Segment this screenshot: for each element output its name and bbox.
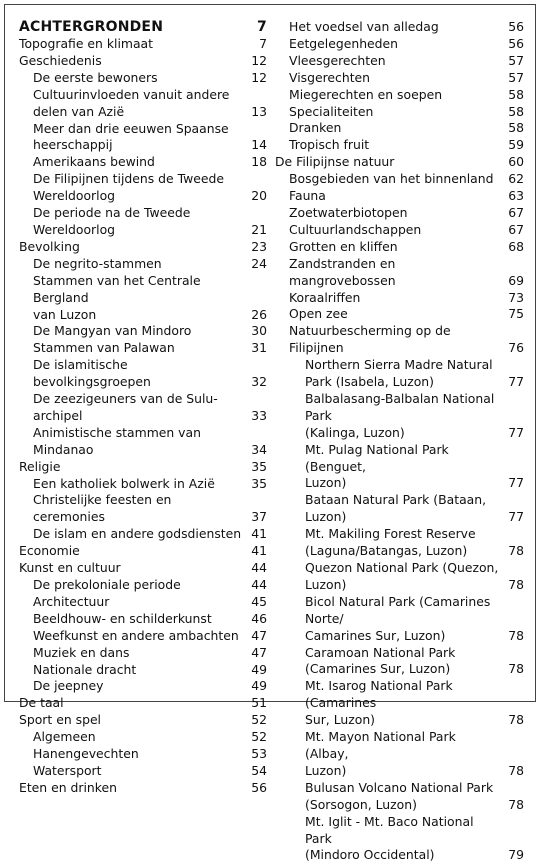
toc-entry — [275, 154, 524, 171]
toc-entry — [19, 137, 267, 154]
toc-entry-title: Zandstranden en mangrovebossen — [289, 255, 396, 288]
toc-entry-title: De islam en andere godsdiensten — [33, 526, 242, 542]
toc-entry-page: 49 — [251, 661, 267, 677]
toc-entry — [19, 222, 267, 239]
toc-entry-title: Balbalasang-Balbalan National Park — [305, 390, 495, 423]
toc-entry — [275, 814, 524, 848]
toc-entry-title: Eten en drinken — [19, 779, 117, 795]
toc-entry-title: Het voedsel van alledag — [289, 19, 439, 34]
toc-entry-page: 32 — [251, 374, 267, 390]
toc-entry — [19, 695, 267, 712]
toc-entry-title: Open zee — [289, 306, 348, 322]
toc-entry-title: Topografie en klimaat — [19, 36, 153, 51]
toc-entry-title: Sur, Luzon) — [305, 712, 375, 728]
toc-entry — [275, 239, 524, 256]
toc-entry — [19, 171, 267, 188]
toc-entry-title: Luzon) — [305, 576, 347, 592]
toc-entry-title: Amerikaans bewind — [33, 154, 155, 170]
toc-entry — [275, 87, 524, 104]
toc-entry — [275, 36, 524, 53]
toc-entry-page: 44 — [251, 577, 267, 592]
toc-entry-title: van Luzon — [33, 306, 97, 322]
toc-entry-title: Eetgelegenheden — [289, 35, 399, 51]
toc-entry-title: Een katholiek bolwerk in Azië — [33, 475, 215, 491]
toc-entry-page: 53 — [251, 746, 267, 762]
toc-entry-title: De jeepney — [33, 678, 104, 694]
toc-entry — [19, 526, 267, 543]
toc-entry-page: 12 — [251, 52, 267, 68]
toc-entry-page: 44 — [251, 560, 267, 576]
toc-entry-title: Wereldoorlog — [33, 188, 116, 204]
toc-entry — [275, 645, 524, 662]
toc-entry-title: Mt. Isarog National Park (Camarines — [305, 678, 453, 711]
toc-entry-page: 78 — [508, 762, 524, 778]
toc-entry — [275, 712, 524, 729]
toc-entry-page: 47 — [251, 644, 267, 660]
toc-entry-title: Luzon) — [305, 475, 347, 491]
toc-entry — [19, 543, 267, 560]
toc-entry-page: 77 — [508, 509, 524, 525]
toc-entry — [275, 374, 524, 391]
toc-entry — [275, 19, 524, 36]
toc-entry — [275, 171, 524, 188]
toc-entry-title: Cultuurinvloeden vanuit andere — [33, 86, 230, 102]
toc-entry-title: (Kalinga, Luzon) — [305, 424, 405, 440]
toc-entry — [275, 543, 524, 560]
toc-entry — [275, 120, 524, 137]
toc-entry — [19, 577, 267, 594]
toc-entry — [275, 577, 524, 594]
toc-entry-page: 54 — [251, 762, 267, 778]
toc-column-left — [19, 19, 267, 797]
toc-entry-title: Mt. Pulag National Park (Benguet, — [305, 441, 449, 474]
toc-entry — [19, 70, 267, 87]
toc-entry — [19, 357, 267, 391]
toc-entry-page: 76 — [508, 340, 524, 356]
toc-entry-page: 57 — [508, 52, 524, 68]
toc-entry-title: De periode na de Tweede — [33, 205, 191, 221]
toc-entry-page: 13 — [251, 103, 267, 119]
toc-entry-page: 69 — [508, 272, 524, 288]
toc-entry — [275, 475, 524, 492]
toc-entry-page: 7 — [259, 36, 267, 51]
toc-entry-page: 59 — [508, 137, 524, 153]
toc-entry — [19, 36, 267, 53]
toc-entry — [19, 746, 267, 763]
toc-entry-page: 78 — [508, 576, 524, 592]
toc-entry — [275, 290, 524, 307]
toc-entry-title: Grotten en kliffen — [289, 238, 398, 254]
toc-entry-title: delen van Azië — [33, 103, 125, 119]
toc-entry-page: 56 — [508, 35, 524, 51]
toc-entry — [19, 678, 267, 695]
toc-entry-page: 24 — [251, 255, 267, 271]
toc-entry-page: 58 — [508, 120, 524, 136]
toc-entry-title: Vleesgerechten — [289, 52, 386, 68]
toc-entry-page: 67 — [508, 221, 524, 237]
toc-entry-page: 56 — [508, 19, 524, 34]
toc-entry-title: Religie — [19, 458, 61, 474]
toc-entry-title: Bevolking — [19, 238, 80, 254]
toc-entry-page: 77 — [508, 374, 524, 390]
toc-entry — [19, 645, 267, 662]
toc-entry-title: Zoetwaterbiotopen — [289, 204, 408, 220]
toc-entry — [275, 323, 524, 357]
toc-entry-title: De prekoloniale periode — [33, 577, 181, 592]
toc-entry-title: Luzon) — [305, 762, 347, 778]
toc-entry-title: De zeezigeuners van de Sulu-archipel — [33, 391, 218, 423]
toc-entry-title: Weefkunst en andere ambachten — [33, 627, 239, 643]
toc-entry-page: 78 — [508, 712, 524, 728]
toc-entry — [19, 476, 267, 493]
toc-entry-page: 75 — [508, 306, 524, 322]
toc-entry-title: Quezon National Park (Quezon, — [305, 560, 499, 575]
toc-entry-title: Mt. Mayon National Park (Albay, — [305, 729, 456, 761]
toc-entry-title: Economie — [19, 543, 80, 559]
toc-entry-title: Geschiedenis — [19, 52, 102, 68]
toc-entry — [19, 712, 267, 729]
section-heading — [19, 19, 267, 36]
toc-entry — [19, 780, 267, 797]
toc-entry — [275, 442, 524, 476]
toc-entry-page: 20 — [251, 188, 267, 204]
toc-entry-title: (Laguna/Batangas, Luzon) — [305, 543, 468, 559]
toc-entry — [275, 104, 524, 121]
toc-entry — [19, 628, 267, 645]
toc-entry-page: 21 — [251, 221, 267, 237]
toc-entry — [19, 256, 267, 273]
toc-entry-title: Northern Sierra Madre Natural — [305, 357, 493, 373]
toc-entry — [275, 594, 524, 628]
toc-entry-page: 63 — [508, 188, 524, 204]
toc-entry — [19, 340, 267, 357]
toc-entry-page: 45 — [251, 593, 267, 609]
toc-entry-title: Bulusan Volcano National Park — [305, 779, 494, 795]
toc-entry — [275, 391, 524, 425]
toc-entry-title: Mt. Iglit - Mt. Baco National Park — [305, 813, 474, 846]
toc-entry — [275, 70, 524, 87]
toc-entry-title: Nationale dracht — [33, 661, 137, 677]
toc-entry-page: 46 — [251, 610, 267, 626]
section-heading-page: 7 — [257, 19, 267, 35]
toc-entry — [19, 425, 267, 459]
toc-entry — [19, 53, 267, 70]
toc-entry — [19, 662, 267, 679]
toc-entry-title: De negrito-stammen — [33, 255, 162, 271]
toc-entry-page: 14 — [251, 137, 267, 153]
toc-entry-title: heerschappij — [33, 137, 113, 153]
toc-entry-page: 78 — [508, 661, 524, 677]
toc-entry-page: 26 — [251, 306, 267, 322]
toc-entry-title: Stammen van het Centrale Bergland — [33, 272, 201, 305]
toc-entry-title: De islamitische bevolkingsgroepen — [33, 357, 151, 390]
toc-entry-title: De Filipijnse natuur — [275, 154, 395, 170]
toc-entry-title: Camarines Sur, Luzon) — [305, 627, 446, 643]
toc-entry-title: (Mindoro Occidental) — [305, 847, 435, 863]
toc-entry-page: 62 — [508, 171, 524, 187]
toc-entry-title: Visgerechten — [289, 69, 371, 85]
toc-entry-page: 18 — [251, 154, 267, 170]
toc-entry — [275, 425, 524, 442]
toc-entry — [275, 797, 524, 814]
toc-entry-page: 52 — [251, 729, 267, 745]
toc-entry-title: De Mangyan van Mindoro — [33, 323, 192, 339]
toc-entry-title: Specialiteiten — [289, 103, 374, 119]
toc-entry-title: (Camarines Sur, Luzon) — [305, 661, 451, 677]
toc-entry-title: De eerste bewoners — [33, 69, 158, 85]
toc-entry — [19, 492, 267, 526]
toc-entry — [275, 256, 524, 290]
toc-entry — [19, 154, 267, 171]
toc-entry — [19, 594, 267, 611]
toc-entry — [19, 459, 267, 476]
toc-entry-page: 78 — [508, 627, 524, 643]
toc-entry-page: 31 — [251, 340, 267, 356]
toc-entry-page: 52 — [251, 712, 267, 728]
toc-entry-title: Hanengevechten — [33, 746, 139, 762]
toc-entry-page: 23 — [251, 238, 267, 254]
toc-entry — [19, 611, 267, 628]
toc-entry-page: 12 — [251, 69, 267, 85]
toc-entry-page: 41 — [251, 543, 267, 559]
toc-entry — [275, 357, 524, 374]
toc-entry — [275, 205, 524, 222]
toc-entry-page: 67 — [508, 204, 524, 220]
toc-entry — [275, 222, 524, 239]
toc-entry-title: Sport en spel — [19, 712, 102, 728]
toc-entry-title: Koraalriffen — [289, 289, 361, 305]
toc-entry-title: Natuurbescherming op de Filipijnen — [289, 323, 451, 356]
toc-entry — [275, 53, 524, 70]
toc-entry-title: (Sorsogon, Luzon) — [305, 796, 417, 812]
toc-entry-page: 77 — [508, 424, 524, 440]
toc-entry — [275, 763, 524, 780]
toc-entry-page: 60 — [508, 154, 524, 170]
toc-entry-title: Park (Isabela, Luzon) — [305, 374, 434, 390]
toc-entry-page: 30 — [251, 323, 267, 339]
toc-entry-title: Muziek en dans — [33, 644, 130, 660]
toc-entry-title: Stammen van Palawan — [33, 340, 175, 356]
toc-entry-page: 78 — [508, 543, 524, 559]
toc-entry-page: 33 — [251, 407, 267, 423]
toc-entry-page: 78 — [508, 796, 524, 812]
toc-entry-page: 58 — [508, 103, 524, 119]
toc-entry-title: Meer dan drie eeuwen Spaanse — [33, 120, 229, 136]
toc-entry-page: 77 — [508, 475, 524, 491]
toc-entry — [19, 763, 267, 780]
toc-entry — [275, 306, 524, 323]
toc-entry — [19, 307, 267, 324]
toc-entry — [275, 492, 524, 526]
toc-entry-page: 35 — [251, 458, 267, 474]
toc-entry — [19, 560, 267, 577]
toc-entry-title: Bosgebieden van het binnenland — [289, 171, 494, 187]
toc-entry-title: Algemeen — [33, 729, 96, 745]
toc-entry — [275, 188, 524, 205]
toc-entry-page: 47 — [251, 627, 267, 643]
toc-entry-page: 35 — [251, 475, 267, 491]
toc-column-right — [275, 19, 524, 864]
toc-entry-title: Bataan Natural Park (Bataan, Luzon) — [305, 492, 487, 525]
toc-entry-page: 79 — [508, 847, 524, 863]
toc-entry-page: 37 — [251, 509, 267, 525]
toc-entry-title: Animistische stammen van Mindanao — [33, 424, 201, 457]
toc-page — [4, 4, 536, 863]
toc-entry-page: 34 — [251, 441, 267, 457]
toc-entry-title: De taal — [19, 695, 64, 711]
toc-entry-title: Dranken — [289, 120, 342, 136]
toc-entry — [19, 205, 267, 222]
toc-entry — [19, 239, 267, 256]
toc-entry-page: 68 — [508, 238, 524, 254]
toc-entry-title: Cultuurlandschappen — [289, 221, 422, 237]
toc-entry-title: Miegerechten en soepen — [289, 86, 443, 102]
toc-entry — [19, 729, 267, 746]
toc-entry — [275, 780, 524, 797]
toc-entry-page: 58 — [508, 86, 524, 102]
toc-entry-title: Architectuur — [33, 593, 110, 609]
toc-entry-title: Bicol Natural Park (Camarines Norte/ — [305, 593, 491, 626]
toc-entry-title: Wereldoorlog — [33, 221, 116, 237]
toc-entry-title: Fauna — [289, 188, 326, 204]
toc-entry-title: De Filipijnen tijdens de Tweede — [33, 171, 224, 187]
toc-entry-title: Kunst en cultuur — [19, 560, 121, 576]
toc-entry-page: 73 — [508, 289, 524, 305]
toc-entry-page: 51 — [251, 695, 267, 711]
toc-entry — [275, 628, 524, 645]
toc-entry — [19, 391, 267, 425]
toc-entry — [275, 847, 524, 864]
toc-entry-title: Beeldhouw- en schilderkunst — [33, 610, 212, 626]
toc-entry-title: Watersport — [33, 762, 102, 778]
toc-entry-title: Christelijke feesten en ceremonies — [33, 492, 172, 525]
toc-entry — [19, 104, 267, 121]
section-heading-title: ACHTERGRONDEN — [19, 19, 164, 35]
toc-entry — [19, 273, 267, 307]
toc-entry — [275, 661, 524, 678]
toc-entry — [19, 188, 267, 205]
toc-entry-title: Caramoan National Park — [305, 644, 456, 660]
toc-entry — [19, 121, 267, 138]
toc-entry-title: Mt. Makiling Forest Reserve — [305, 526, 476, 542]
toc-entry — [275, 678, 524, 712]
toc-entry-page: 49 — [251, 678, 267, 694]
toc-entry — [275, 729, 524, 763]
toc-entry — [19, 323, 267, 340]
toc-entry — [275, 560, 524, 577]
toc-entry — [275, 526, 524, 543]
toc-entry — [19, 87, 267, 104]
toc-entry-page: 41 — [251, 526, 267, 542]
toc-entry-page: 56 — [251, 779, 267, 795]
toc-entry — [275, 137, 524, 154]
toc-entry-title: Tropisch fruit — [289, 137, 370, 153]
toc-entry-page: 57 — [508, 69, 524, 85]
